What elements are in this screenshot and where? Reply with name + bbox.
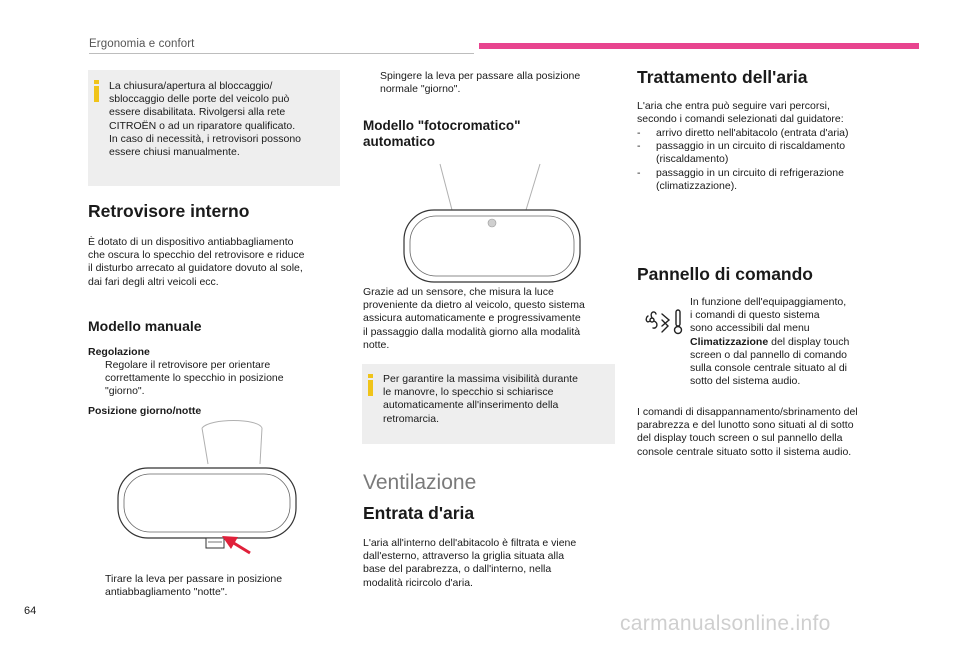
watermark: carmanualsonline.info xyxy=(620,612,831,635)
paragraph-retrovisore-intro: È dotato di un dispositivo antiabbagliamento che oscura lo specchio del retrovisore e riduce il disturbo arrecato al guidatore dovuto al sole, dai fari degli altri veicoli ecc. xyxy=(88,236,305,288)
manual-mirror-illustration xyxy=(110,420,330,570)
page-number: 64 xyxy=(24,605,37,617)
section-title-entrata-aria: Entrata d'aria xyxy=(363,503,475,523)
paragraph-trattamento-intro: L'aria che entra può seguire vari percorsi, secondo i comandi selezionati dal guidatore: xyxy=(637,100,844,126)
section-title-trattamento-aria: Trattamento dell'aria xyxy=(637,67,808,87)
bullet-giorno: Spingere la leva per passare alla posizione normale "giorno". xyxy=(380,70,581,96)
section-title-pannello-comando: Pannello di comando xyxy=(637,264,813,284)
label-posizione-giorno-notte: Posizione giorno/notte xyxy=(88,405,202,417)
section-header-label: Ergonomia e confort xyxy=(89,38,195,50)
list-item: - passaggio in un circuito di refrigerazione (climatizzazione). xyxy=(637,167,844,193)
auto-mirror-illustration xyxy=(398,160,618,280)
info-text: Per garantire la massima visibilità durante le manovre, lo specchio si schiarisce automaticamente all'inserimento della retromarcia. xyxy=(383,373,578,425)
fan-air-temperature-icon xyxy=(645,308,689,338)
mirror-lever xyxy=(206,538,224,548)
subtitle-fotocromatico: Modello "fotocromatico" automatico xyxy=(363,118,521,149)
info-icon xyxy=(94,80,99,102)
paragraph-disappannamento: I comandi di disappannamento/sbrinamento del parabrezza e del lunotto sono situati al di sotto del display touch screen o sul pannello della console centrale situato sotto il sistema audio. xyxy=(637,406,858,458)
section-title-retrovisore: Retrovisore interno xyxy=(88,201,250,221)
chapter-title-ventilazione: Ventilazione xyxy=(363,471,477,494)
bullet-notte: Tirare la leva per passare in posizione antiabbagliamento "notte". xyxy=(105,573,283,599)
bullet-regolazione: Regolare il retrovisore per orientare correttamente lo specchio in posizione "giorno". xyxy=(105,359,284,398)
mirror-body xyxy=(118,468,296,538)
paragraph-pannello: In funzione dell'equipaggiamento, i comandi di questo sistema sono accessibili dal menu Climatizzazione del display touch screen o dal pannello di comando sulla console centrale situato al di sotto del sistema audio. xyxy=(690,296,850,388)
info-text: La chiusura/apertura al bloccaggio/ sbloccaggio delle porte del veicolo può essere disabilitata. Rivolgersi alla rete CITROËN o ad un riparatore qualificato. In caso di necessità, i retrovisori possono essere chiusi manualmente. xyxy=(109,80,302,159)
info-box-retromarcia xyxy=(362,364,615,444)
list-item: - passaggio in un circuito di riscaldamento (riscaldamento) xyxy=(637,140,846,166)
list-item: - arrivo diretto nell'abitacolo (entrata d'aria) xyxy=(637,127,849,139)
label-regolazione: Regolazione xyxy=(88,346,150,358)
paragraph-sensor: Grazie ad un sensore, che misura la luce proveniente da dietro al veicolo, questo sistema assicura automaticamente e progressivamente il passaggio dalla modalità giorno alla modalità notte. xyxy=(363,286,585,351)
subtitle-modello-manuale: Modello manuale xyxy=(88,318,202,334)
menu-name-climatizzazione: Climatizzazione xyxy=(690,335,769,348)
paragraph-entrata-aria: L'aria all'interno dell'abitacolo è filtrata e viene dall'esterno, attraverso la griglia situata alla base del parabrezza, o dall'interno, nella modalità ricircolo d'aria. xyxy=(363,537,577,589)
info-icon xyxy=(368,374,373,396)
light-sensor-icon xyxy=(488,219,496,227)
header-accent-bar xyxy=(479,43,919,49)
info-box-door-lock xyxy=(88,70,340,186)
header-rule xyxy=(89,53,474,54)
